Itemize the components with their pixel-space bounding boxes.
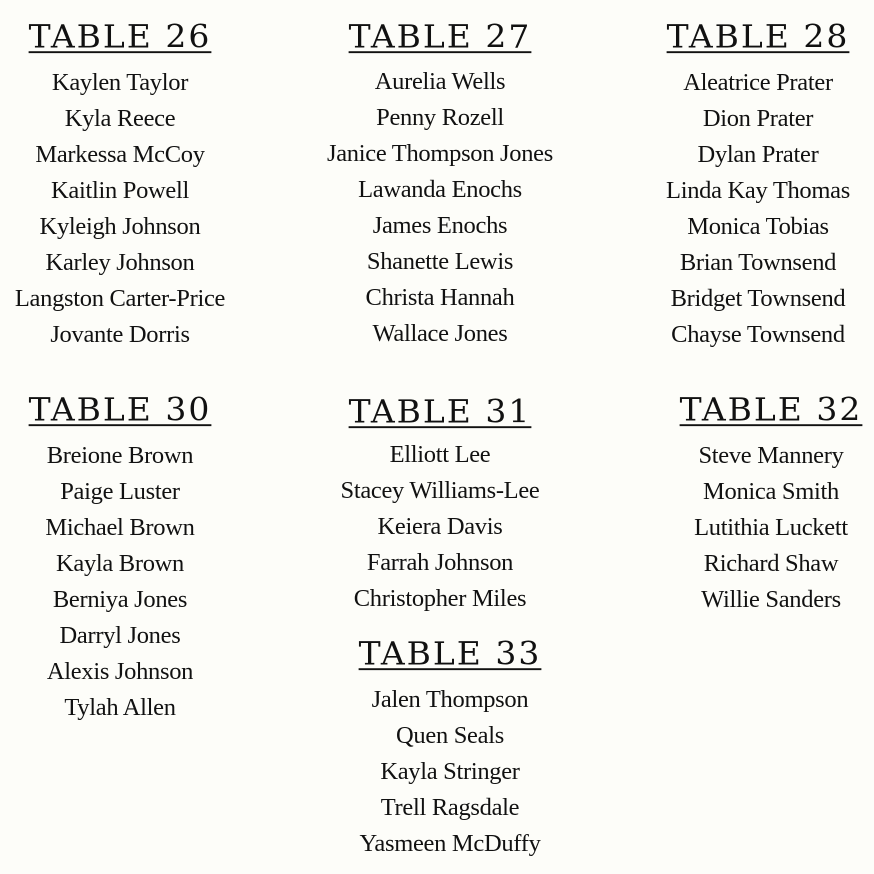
guest-list bbox=[0, 438, 240, 726]
guest-name: Richard Shaw bbox=[703, 550, 839, 577]
guest-name: Quen Seals bbox=[396, 722, 504, 749]
table-title: TABLE 32 bbox=[679, 390, 863, 429]
guest-name: Markessa McCoy bbox=[35, 141, 205, 168]
guest-name: Tylah Allen bbox=[64, 694, 176, 721]
guest-name: Michael Brown bbox=[45, 514, 195, 541]
guest-name: Wallace Jones bbox=[372, 320, 508, 347]
guest-name: Keiera Davis bbox=[377, 513, 503, 540]
table-title: TABLE 28 bbox=[666, 17, 850, 56]
guest-name: Elliott Lee bbox=[389, 441, 491, 468]
guest-name: Dylan Prater bbox=[697, 141, 819, 168]
guest-name: Trell Ragsdale bbox=[380, 794, 520, 821]
guest-name: Stacey Williams-Lee bbox=[340, 477, 540, 504]
guest-name: Willie Sanders bbox=[701, 586, 841, 613]
guest-name: Aleatrice Prater bbox=[683, 69, 833, 96]
guest-name: Brian Townsend bbox=[679, 249, 837, 276]
guest-name: Monica Tobias bbox=[687, 213, 829, 240]
guest-list bbox=[668, 438, 874, 618]
guest-name: Jalen Thompson bbox=[371, 686, 529, 713]
guest-name: Monica Smith bbox=[703, 478, 839, 505]
guest-name: Kaylen Taylor bbox=[51, 69, 189, 96]
guest-name: Penny Rozell bbox=[376, 104, 504, 131]
guest-name: Aurelia Wells bbox=[374, 68, 506, 95]
guest-name: Christopher Miles bbox=[353, 585, 527, 612]
guest-name: Christa Hannah bbox=[365, 284, 515, 311]
guest-name: Paige Luster bbox=[60, 478, 180, 505]
table-26-block bbox=[0, 17, 240, 353]
guest-name: Janice Thompson Jones bbox=[327, 140, 553, 167]
guest-name: Kaitlin Powell bbox=[50, 177, 190, 204]
guest-name: Lawanda Enochs bbox=[358, 176, 522, 203]
guest-name: Karley Johnson bbox=[45, 249, 195, 276]
table-28-block bbox=[648, 17, 868, 353]
table-32-block bbox=[668, 390, 874, 618]
guest-name: Yasmeen McDuffy bbox=[359, 830, 541, 857]
guest-list bbox=[310, 437, 570, 617]
table-33-block bbox=[320, 634, 580, 862]
table-title: TABLE 31 bbox=[348, 392, 532, 431]
guest-name: Chayse Townsend bbox=[671, 321, 845, 348]
guest-name: Shanette Lewis bbox=[366, 248, 514, 275]
table-27-block bbox=[310, 17, 570, 352]
guest-name: Kyleigh Johnson bbox=[39, 213, 201, 240]
guest-name: Berniya Jones bbox=[52, 586, 188, 613]
guest-name: Kayla Stringer bbox=[380, 758, 520, 785]
guest-name: Farrah Johnson bbox=[366, 549, 514, 576]
guest-name: Langston Carter-Price bbox=[14, 285, 226, 312]
guest-name: Kyla Reece bbox=[64, 105, 176, 132]
guest-name: Darryl Jones bbox=[59, 622, 181, 649]
guest-list bbox=[310, 64, 570, 352]
guest-name: Kayla Brown bbox=[55, 550, 185, 577]
guest-name: Alexis Johnson bbox=[46, 658, 194, 685]
guest-name: Linda Kay Thomas bbox=[666, 177, 850, 204]
table-31-block bbox=[310, 392, 570, 617]
guest-name: Dion Prater bbox=[702, 105, 814, 132]
guest-name: James Enochs bbox=[372, 212, 508, 239]
guest-name: Bridget Townsend bbox=[670, 285, 846, 312]
table-title: TABLE 33 bbox=[358, 634, 542, 673]
guest-name: Jovante Dorris bbox=[50, 321, 190, 348]
table-title: TABLE 26 bbox=[28, 17, 212, 56]
table-title: TABLE 27 bbox=[348, 17, 532, 56]
table-title: TABLE 30 bbox=[28, 390, 212, 429]
guest-name: Lutithia Luckett bbox=[694, 514, 848, 541]
guest-name: Breione Brown bbox=[46, 442, 194, 469]
guest-name: Steve Mannery bbox=[698, 442, 844, 469]
guest-list bbox=[320, 682, 580, 862]
guest-list bbox=[0, 65, 240, 353]
table-30-block bbox=[0, 390, 240, 726]
guest-list bbox=[648, 65, 868, 353]
